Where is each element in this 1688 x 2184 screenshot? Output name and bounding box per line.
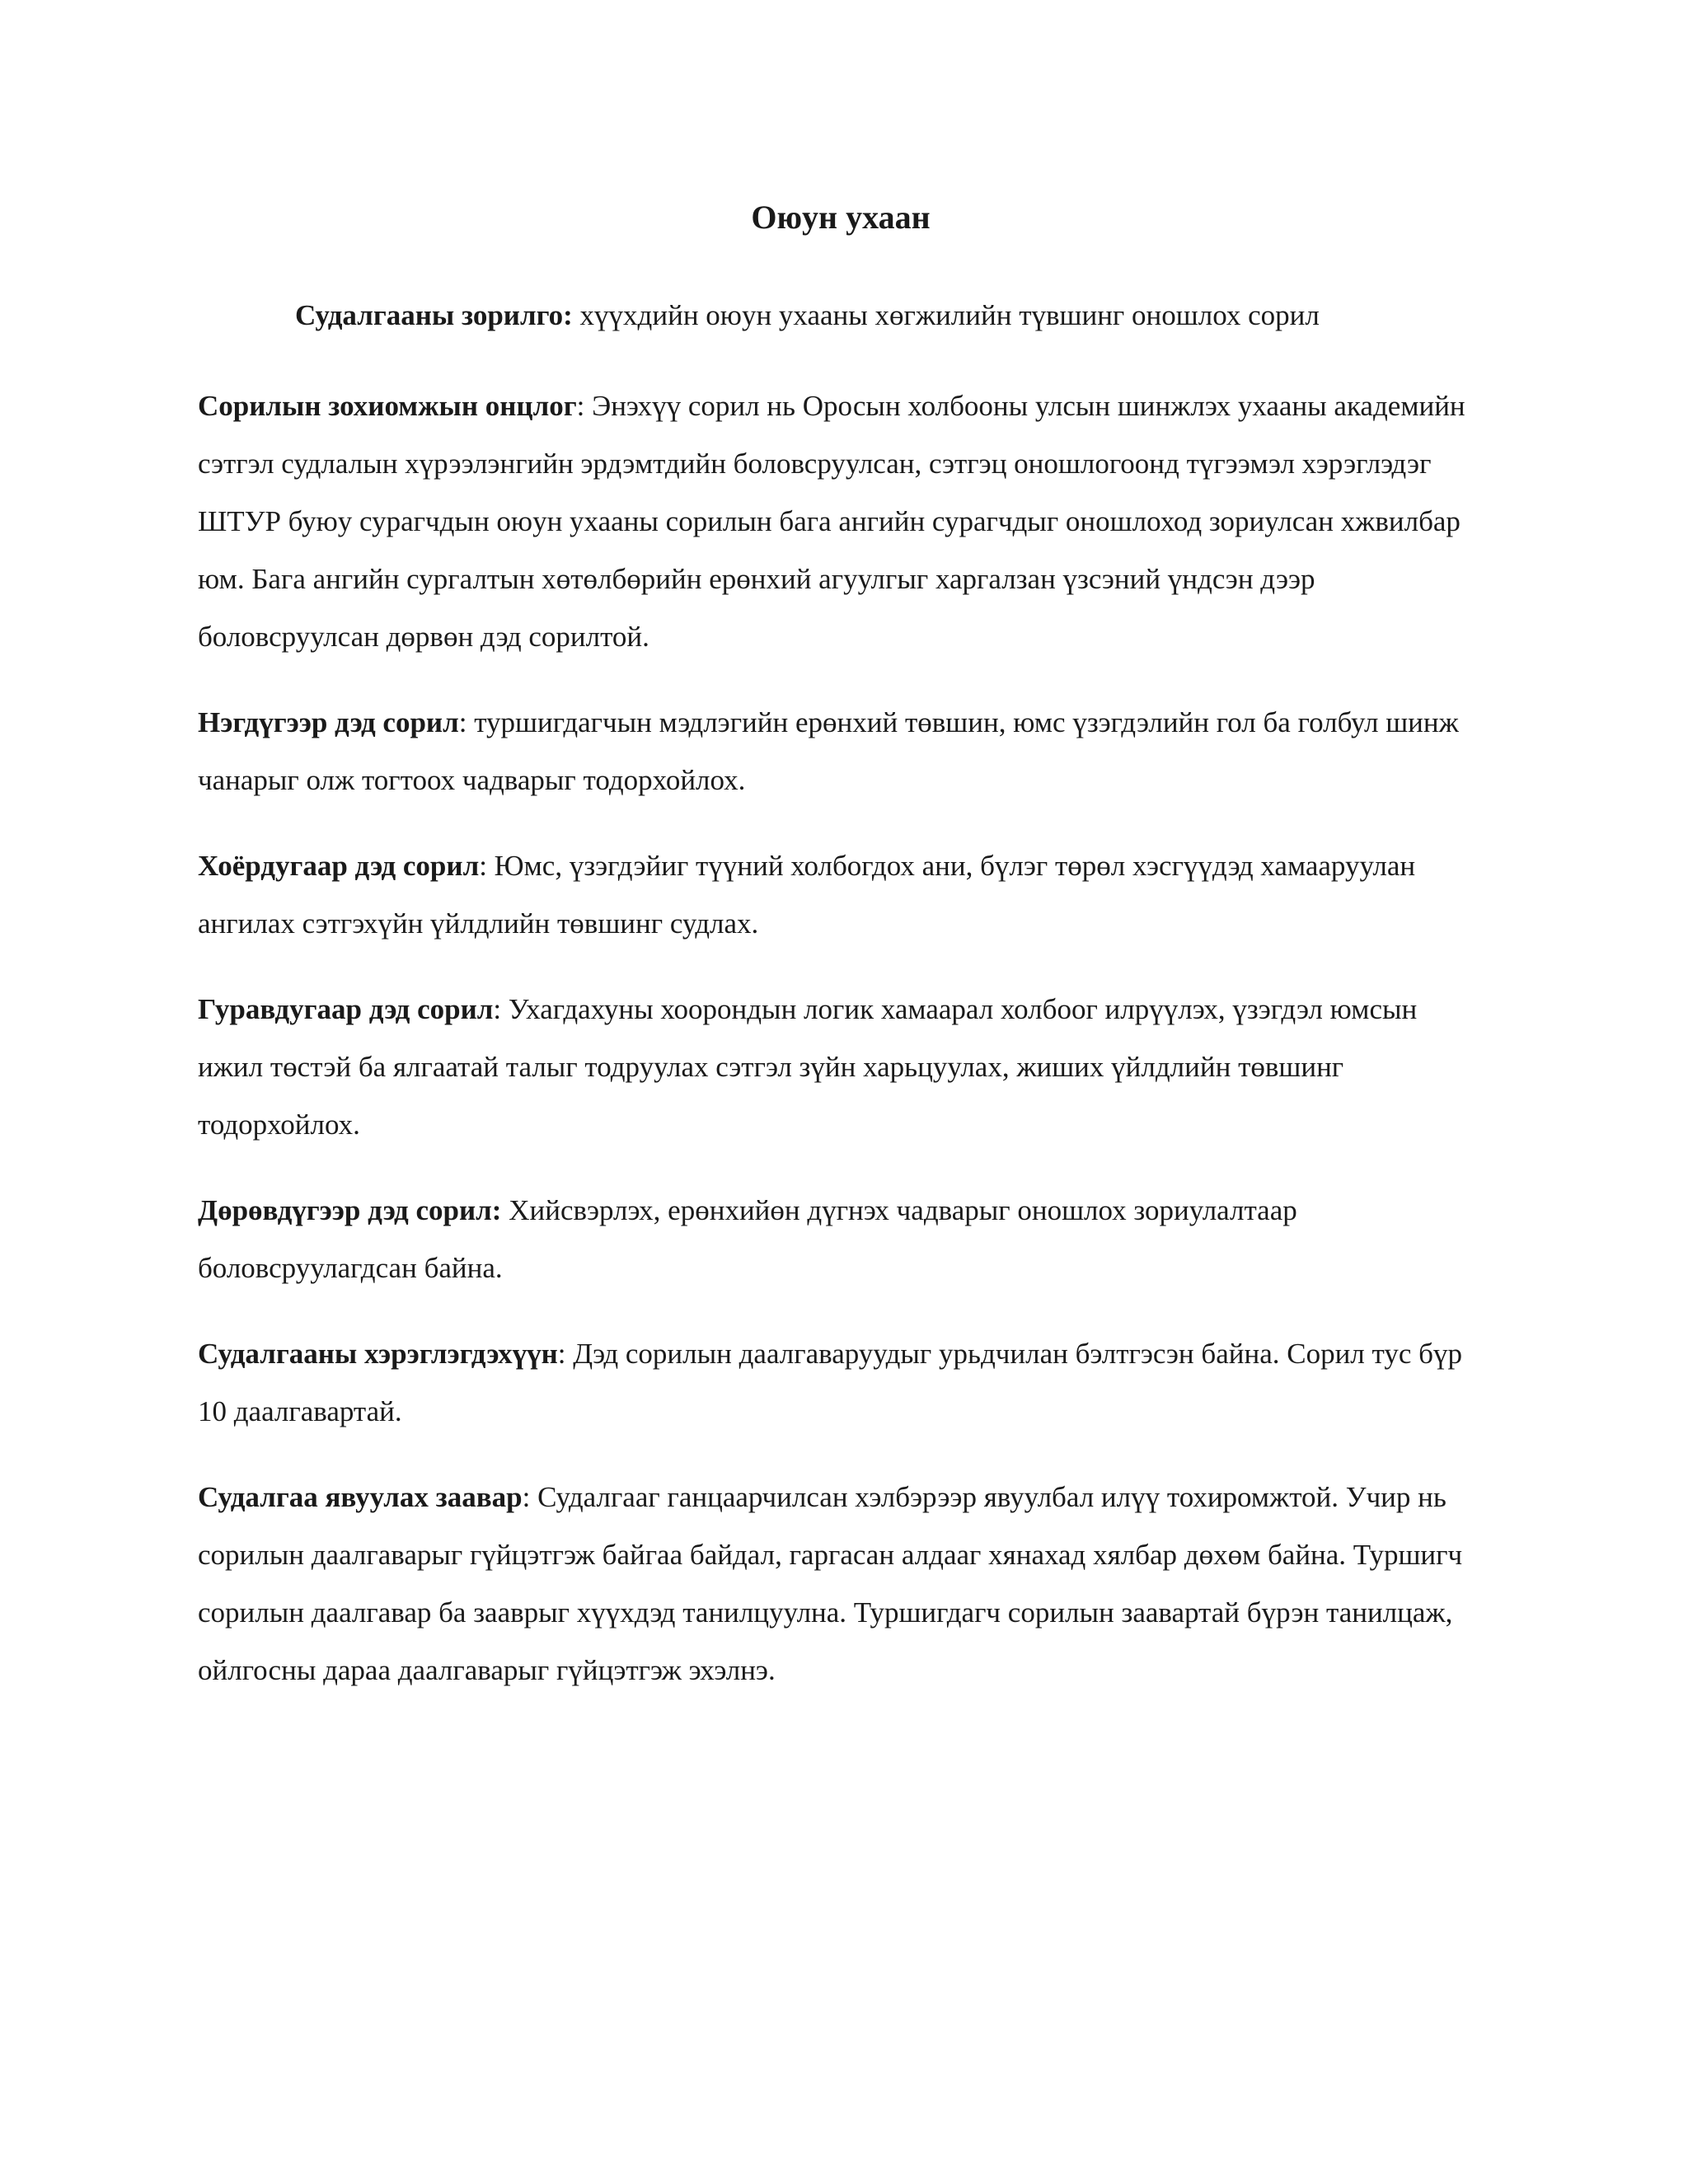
paragraph-text: : туршигдагчын мэдлэгийн ерөнхий төвшин, юмс үзэгдэлийн гол ба голбул шинж чанарыг олж тогтоох чадварыг тодорхойлох. (198, 706, 1459, 796)
paragraph-label: Хоёрдугаар дэд сорил (198, 850, 480, 882)
paragraph-label: Судалгаа явуулах заавар (198, 1481, 523, 1513)
paragraph-text: : Дэд сорилын даалгаваруудыг урьдчилан бэлтгэсэн байна. Сорил тус бүр 10 даалгавартай. (198, 1338, 1462, 1427)
paragraph-text: : Юмс, үзэгдэйиг түүний холбогдох ани, бүлэг төрөл хэсгүүдэд хамааруулан ангилах сэтгэхүйн үйлдлийн төвшинг судлах. (198, 850, 1416, 940)
document-title: Оюун ухаан (751, 199, 931, 236)
paragraph-materials (198, 1325, 1484, 1441)
paragraph-subtest-3 (198, 981, 1484, 1154)
paragraph-subtest-1 (198, 694, 1484, 809)
document-page (198, 196, 1484, 1727)
paragraph-text: : Энэхүү сорил нь Оросын холбооны улсын шинжлэх ухааны академийн сэтгэл судлалын хүрээлэнгийн эрдэмтдийн боловсруулсан, сэтгэц оношлогоонд түгээмэл хэрэглэдэг ШТУР буюу сурагчдын оюун ухааны сорилын бага ангийн сурагчдыг оношлоход зориулсан хжвилбар юм. Бага ангийн сургалтын хөтөлбөрийн ерөнхий агуулгыг харгалзан үзсэний үндсэн дээр боловсруулсан дөрвөн дэд сорилтой. (198, 390, 1465, 653)
paragraph-text: : Ухагдахуны хоорондын логик хамаарал холбоог илрүүлэх, үзэгдэл юмсын ижил төстэй ба ялгаатай талыг тодруулах сэтгэл зүйн харьцуулах, жиших үйлдлийн төвшинг тодорхойлох. (198, 993, 1418, 1141)
paragraph-label: Сорилын зохиомжын онцлог (198, 390, 577, 422)
paragraph-text: хүүхдийн оюун ухааны хөгжилийн түвшинг оношлох сорил (572, 299, 1320, 331)
paragraph-label: Дөрөвдүгээр дэд сорил: (198, 1194, 502, 1226)
paragraph-research-goal (198, 287, 1484, 344)
paragraph-label: Судалгааны зорилго: (295, 299, 573, 331)
paragraph-label: Судалгааны хэрэглэгдэхүүн (198, 1338, 558, 1370)
paragraph-label: Нэгдүгээр дэд сорил (198, 706, 459, 738)
paragraph-text: : Судалгааг ганцаарчилсан хэлбэрээр явуулбал илүү тохиромжтой. Учир нь сорилын даалгаварыг гүйцэтгэж байгаа байдал, гаргасан алдааг хянахад хялбар дөхөм байна. Туршигч сорилын даалгавар ба зааврыг хүүхдэд танилцуулна. Туршигдагч сорилын заавартай бүрэн танилцаж, ойлгосны дараа даалгаварыг гүйцэтгэж эхэлнэ. (198, 1481, 1463, 1686)
paragraph-instructions (198, 1469, 1484, 1699)
paragraph-label: Гуравдугаар дэд сорил (198, 993, 494, 1025)
paragraph-subtest-4 (198, 1182, 1484, 1297)
paragraph-text: Хийсвэрлэх, ерөнхийөн дүгнэх чадварыг оношлох зориулалтаар боловсруулагдсан байна. (198, 1194, 1297, 1284)
paragraph-test-design (198, 377, 1484, 666)
paragraph-subtest-2 (198, 837, 1484, 953)
